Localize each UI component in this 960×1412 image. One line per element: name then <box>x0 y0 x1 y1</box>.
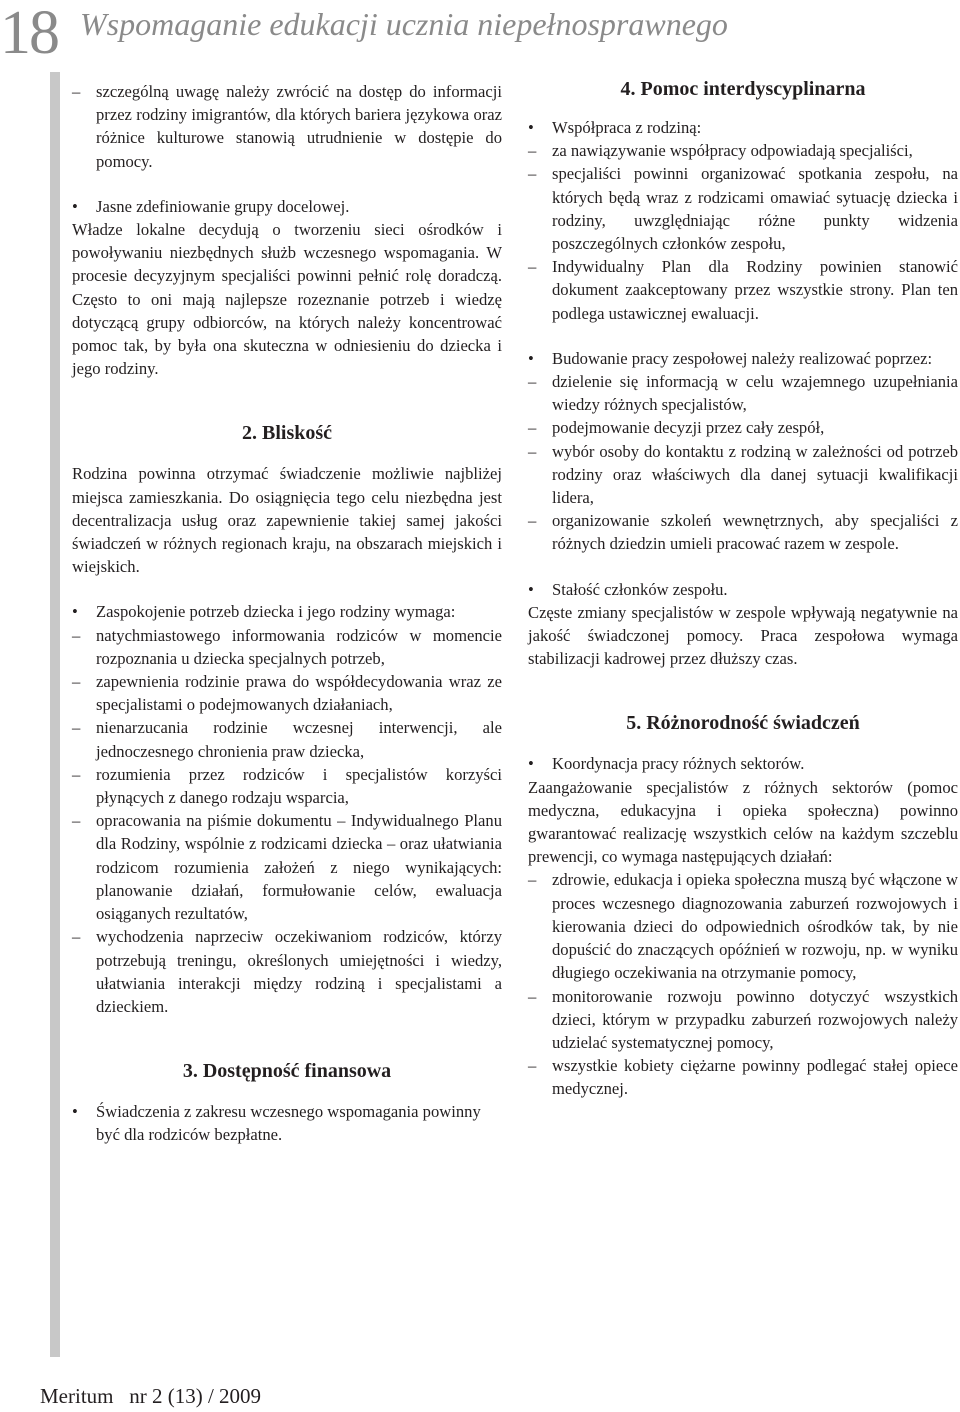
bullet-text: Zaspokojenie potrzeb dziecka i jego rodziny wymaga: <box>96 602 456 622</box>
list-item-text: Indywidualny Plan dla Rodziny powinien stanowić dokument zaakceptowany przez wszystkie strony. Plan ten podlega ustawicznej ewaluacji. <box>552 257 958 323</box>
bullet-text: Budowanie pracy zespołowej należy realizować poprzez: <box>552 348 933 368</box>
dash-marker: – <box>528 418 537 438</box>
bullet-text: Koordynacja pracy różnych sektorów. <box>552 754 805 774</box>
paragraph: Władze lokalne decydują o tworzeniu sieci ośrodków i powoływaniu niezbędnych służb wczesnego wspomagania. W procesie decyzyjnym specjaliści powinni pełnić rolę doradczą. Często to oni mają najlepsze rozeznanie potrzeb i wiedzę dotyczącą grupy odbiorców, na których należy koncentrować pomoc tak, by była ona skuteczna w odniesieniu do dziecka i jego rodziny. <box>72 220 502 379</box>
list-item <box>72 80 502 173</box>
paragraph: Zaangażowanie specjalistów z różnych sektorów (pomoc medyczna, edukacyjna i opieka społeczna) powinno gwarantować realizację wszystkich celów na każdym szczeblu prewencji, co wymaga następujących działań: <box>528 777 958 867</box>
paragraph: Rodzina powinna otrzymać świadczenie możliwie najbliżej miejsca zamieszkania. Do osiągnięcia tego celu niezbędna jest decentralizacja usług oraz zapewnienie takiej samej jakości świadczeń w różnych regionach kraju, na obszarach miejskich i wiejskich. <box>72 464 502 577</box>
paragraph: Częste zmiany specjalistów w zespole wpływają negatywnie na jakość świadczonej pomocy. Praca zespołowa wymaga stabilizacji kadrowej przez dłuższy czas. <box>528 602 958 669</box>
list-item <box>528 162 958 255</box>
list-item-text: organizowanie szkoleń wewnętrznych, aby specjaliści z różnych dziedzin umieli pracować razem w zespole. <box>552 511 958 554</box>
list-item-text: wybór osoby do kontaktu z rodziną w zależności od potrzeb rodziny oraz właściwych dla danej sytuacji kwalifikacji lidera, <box>552 441 958 508</box>
dash-marker: – <box>528 1056 537 1076</box>
list-item <box>72 624 502 670</box>
footer-journal: Meritum nr 2 (13) / 2009 <box>40 1384 262 1408</box>
list-item-text: natychmiastowego informowania rodziców w momencie rozpoznania u dziecka specjalnych potrzeb, <box>96 625 502 668</box>
list-item <box>528 255 958 325</box>
dash-marker: – <box>528 257 537 277</box>
bullet-marker: • <box>528 579 534 599</box>
bullet-item <box>528 347 958 370</box>
dash-marker: – <box>72 718 81 738</box>
dash-marker: – <box>528 986 537 1006</box>
list-item-text: zdrowie, edukacja i opieka społeczna muszą być włączone w proces wczesnego diagnozowania zaburzeń rozwojowych i kierowania dzieci do odpowiednich ośrodków tak, by nie dopuścić do znaczących opóźnień w rozwoju, np. w wyniku długiego oczekiwania na otrzymanie pomocy, <box>552 870 958 983</box>
list-item <box>528 440 958 510</box>
list-item <box>528 1054 958 1100</box>
section-heading-4: 4. Pomoc interdyscyplinarna <box>620 78 866 100</box>
list-item-text: za nawiązywanie współpracy odpowiadają specjaliści, <box>552 141 913 161</box>
bullet-item <box>528 752 958 775</box>
margin-bar <box>50 72 60 1357</box>
dash-marker: – <box>528 441 537 461</box>
list-item <box>72 670 502 716</box>
dash-marker: – <box>528 870 537 890</box>
list-item <box>72 809 502 925</box>
dash-marker: – <box>72 811 81 831</box>
bullet-marker: • <box>72 196 78 216</box>
bullet-marker: • <box>528 348 534 368</box>
list-item <box>528 868 958 984</box>
list-item-text: zapewnienia rodzinie prawa do współdecydowania wraz ze specjalistami o podejmowanych działaniach, <box>96 672 502 715</box>
dash-marker: – <box>72 927 81 947</box>
list-item <box>72 925 502 1018</box>
right-column <box>528 76 958 1101</box>
list-item <box>528 370 958 416</box>
bullet-marker: • <box>528 754 534 774</box>
bullet-marker: • <box>72 602 78 622</box>
list-item-text: rozumienia przez rodziców i specjalistów korzyści płynących z danego rodzaju wsparcia, <box>96 764 502 808</box>
bullet-item <box>72 195 502 218</box>
list-item <box>528 139 958 162</box>
list-item <box>528 509 958 555</box>
list-item <box>72 763 502 809</box>
list-item-text: wychodzenia naprzeciw oczekiwaniom rodziców, którzy potrzebują treningu, określonych umiejętności i wiedzy, ułatwiania interakcji między rodziną i specjalistami a dzieckiem. <box>96 927 502 1016</box>
list-item-text: szczególną uwagę należy zwrócić na dostęp do informacji przez rodziny imigrantów, dla których bariera językowa oraz różnice kulturowe stanowią utrudnienie w dostępie do pomocy. <box>96 82 502 171</box>
bullet-item <box>72 600 502 623</box>
list-item-text: specjaliści powinni organizować spotkania zespołu, na których będą wraz z rodzicami omawiać sytuację dziecka i rodziny, uwzględniając różne punkty widzenia poszczególnych członków zespołu, <box>552 164 958 254</box>
list-item-text: monitorowanie rozwoju powinno dotyczyć wszystkich dzieci, którym w przypadku zaburzeń rozwojowych należy udzielać systematycznej pomocy, <box>552 986 958 1052</box>
dash-marker: – <box>72 672 81 692</box>
left-column <box>72 80 502 1147</box>
list-item-text: wszystkie kobiety ciężarne powinny podlegać stałej opiece medycznej. <box>552 1056 958 1099</box>
list-item <box>72 716 502 762</box>
section-heading-2: 2. Bliskość <box>241 422 333 445</box>
running-title: Wspomaganie edukacji ucznia niepełnosprawnego <box>80 6 728 42</box>
dash-marker: – <box>528 141 537 161</box>
bullet-text: Współpraca z rodziną: <box>552 118 702 137</box>
bullet-item <box>72 1100 502 1146</box>
bullet-item <box>528 578 958 601</box>
dash-marker: – <box>528 164 537 184</box>
section-heading-3: 3. Dostępność finansowa <box>182 1060 392 1083</box>
bullet-item <box>528 116 958 139</box>
bullet-text: Stałość członków zespołu. <box>552 579 728 599</box>
dash-marker: – <box>528 511 537 531</box>
section-heading-5: 5. Różnorodność świadczeń <box>626 712 860 735</box>
dash-marker: – <box>72 625 81 645</box>
dash-marker: – <box>72 764 81 784</box>
dash-marker: – <box>528 372 537 392</box>
bullet-marker: • <box>72 1102 78 1122</box>
list-item-text: podejmowanie decyzji przez cały zespół, <box>552 418 825 438</box>
bullet-text: Świadczenia z zakresu wczesnego wspomagania powinny być dla rodziców bezpłatne. <box>96 1102 481 1145</box>
bullet-marker: • <box>528 118 534 137</box>
list-item <box>528 416 958 439</box>
list-item-text: nienarzucania rodzinie wczesnej interwencji, ale jednoczesnego chronienia praw dziecka, <box>96 718 502 761</box>
page-number: 18 <box>0 0 58 67</box>
list-item <box>528 985 958 1055</box>
list-item-text: opracowania na piśmie dokumentu – Indywidualnego Planu dla Rodziny, wspólnie z rodzicami dziecka – oraz ułatwiania rodzicom rozumienia założeń z niego wynikających: planowanie działań, formułowanie celów, ewaluacja osiąganych rezultatów, <box>96 811 502 924</box>
dash-marker: – <box>72 82 81 101</box>
bullet-text: Jasne zdefiniowanie grupy docelowej. <box>96 196 350 216</box>
list-item-text: dzielenie się informacją w celu wzajemnego uzupełniania wiedzy różnych specjalistów, <box>552 372 958 415</box>
